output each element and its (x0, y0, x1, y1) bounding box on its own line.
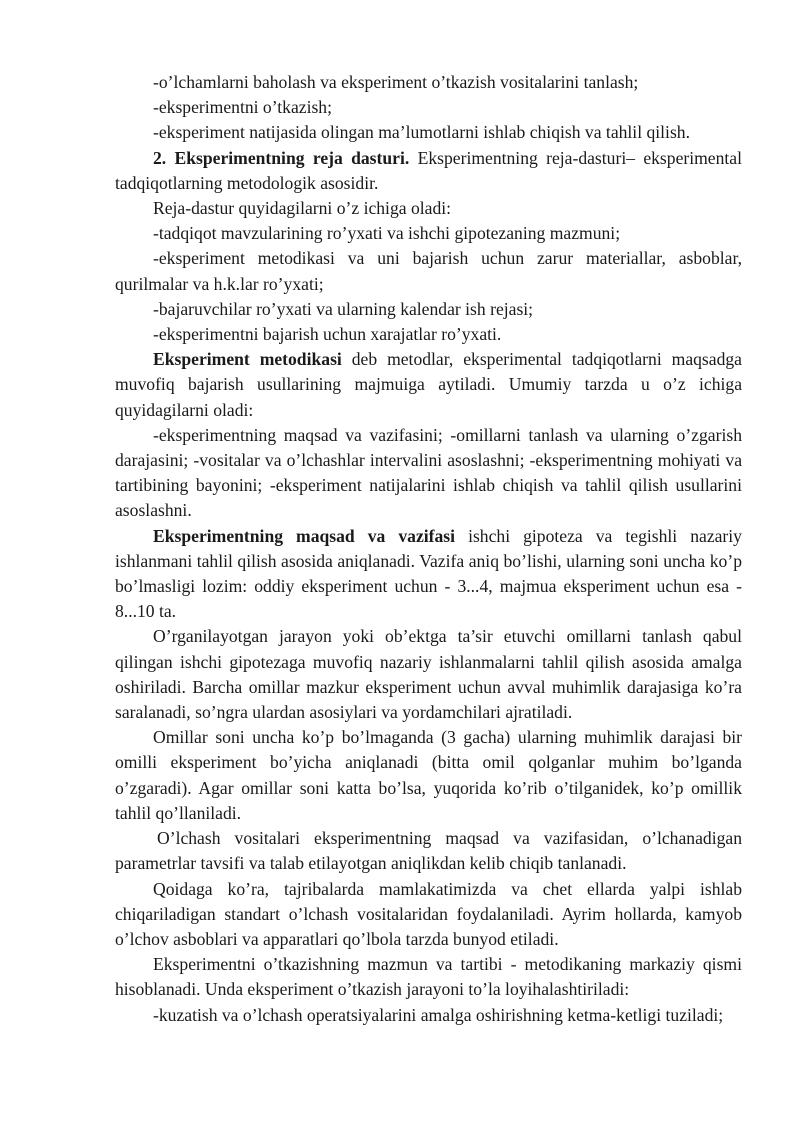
methodology-term: Eksperiment metodikasi (153, 349, 342, 370)
paragraph-13: O’rganilayotgan jarayon yoki ob’ektga ta’sir etuvchi omillarni tanlash qabul qilingan ishchi gipotezaga muvofiq nazariy ishlanmalarni tahlil qilish asosida amalga oshiriladi. Barcha omillar mazkur eksperiment uchun avval muhimlik darajasiga ko’ra saralanadi, so’ngra ulardan asosiylari va yordamchilari ajratiladi. (115, 626, 742, 723)
paragraph-3: -eksperiment natijasida olingan ma’lumotlarni ishlab chiqish va tahlil qilish. (153, 122, 690, 143)
section-heading-paragraph: 2. Eksperimentning reja dasturi. Eksperimentning reja-dasturi– eksperimental tadqiqotlarning metodologik asosidir. (115, 147, 742, 193)
paragraph-17: Eksperimentni o’tkazishning mazmun va tartibi - metodikaning markaziy qismi hisoblanadi. Unda eksperiment o’tkazish jarayoni to’la loyihalashtiriladi: (115, 954, 742, 1000)
goals-paragraph: Eksperimentning maqsad va vazifasi ishchi gipoteza va tegishli nazariy ishlanmani tahlil qilish asosida aniqlanadi. Vazifa aniq bo’lishi, ularning soni uncha ko’p bo’lmasligi lozim: oddiy eksperiment uchun - 3...4, majmua eksperiment uchun esa - 8...10 ta. (115, 525, 742, 622)
paragraph-16: Qoidaga ko’ra, tajribalarda mamlakatimizda va chet ellarda yalpi ishlab chiqariladigan standart o’lchash vositalaridan foydalaniladi. Ayrim hollarda, kamyob o’lchov asboblari va apparatlari qo’lbola tarzda bunyod etiladi. (115, 878, 742, 949)
paragraph-18: -kuzatish va o’lchash operatsiyalarini amalga oshirishning ketma-ketligi tuziladi; (153, 1004, 724, 1025)
section-heading: 2. Eksperimentning reja dasturi. (153, 147, 410, 168)
paragraph-14: Omillar soni uncha ko’p bo’lmaganda (3 gacha) ularning muhimlik darajasi bir omilli eksperiment bo’yicha aniqlanadi (bitta omil qolganlar muhim bo’lganda o’zgaradi). Agar omillar soni katta bo’lsa, yuqorida ko’rib o’tilganidek, ko’p omillik tahlil qo’llaniladi. (115, 727, 742, 823)
paragraph-9: -eksperimentni bajarish uchun xarajatlar ro’yxati. (153, 324, 502, 345)
paragraph-7: -eksperiment metodikasi va uni bajarish uchun zarur materiallar, asboblar, qurilmalar va h.k.lar ro’yxati; (115, 248, 742, 294)
paragraph-2: -eksperimentni o’tkazish; (153, 97, 332, 118)
document-page (115, 70, 742, 1028)
paragraph-15: O’lchash vositalari eksperimentning maqsad va vazifasidan, o’lchanadigan parametrlar tavsifi va talab etilayotgan aniqlikdan kelib chiqib tanlanadi. (115, 828, 742, 874)
goals-term: Eksperimentning maqsad va vazifasi (153, 525, 456, 546)
paragraph-6: -tadqiqot mavzularining ro’yxati va ishchi gipotezaning mazmuni; (153, 223, 621, 244)
paragraph-11: -eksperimentning maqsad va vazifasini; -omillarni tanlash va ularning o’zgarish darajasini; -vositalar va o’lchashlar intervalini asoslashni; -eksperimentning mohiyati va tartibining bayonini; -eksperiment natijalarini ishlab chiqish va tahlil qilish usullarini asoslashni. (115, 424, 742, 521)
methodology-paragraph: Eksperiment metodikasi deb metodlar, eksperimental tadqiqotlarni maqsadga muvofiq bajarish usullarining majmuiga aytiladi. Umumiy tarzda u o’z ichiga quyidagilarni oladi: (115, 349, 742, 420)
paragraph-8: -bajaruvchilar ro’yxati va ularning kalendar ish rejasi; (153, 298, 534, 319)
paragraph-1: -o’lchamlarni baholash va eksperiment o’tkazish vositalarini tanlash; (153, 72, 639, 92)
paragraph-5: Reja-dastur quyidagilarni o’z ichiga oladi: (153, 198, 452, 219)
